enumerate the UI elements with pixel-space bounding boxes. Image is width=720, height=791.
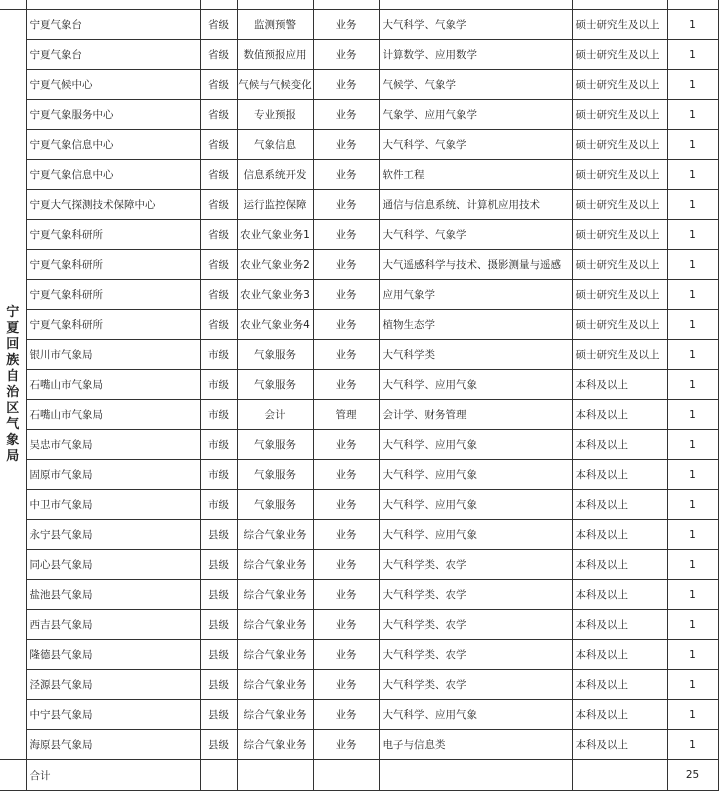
type-cell: 业务	[313, 100, 379, 130]
table-row	[0, 460, 718, 490]
major-cell: 大气科学、气象学	[379, 10, 572, 40]
unit-cell: 宁夏气象科研所	[26, 310, 200, 340]
table-row	[0, 430, 718, 460]
table-row	[0, 190, 718, 220]
education-cell: 本科及以上	[572, 520, 667, 550]
level-cell: 市级	[200, 400, 237, 430]
level-cell: 县级	[200, 580, 237, 610]
major-cell: 大气科学、气象学	[379, 220, 572, 250]
position-cell: 气象服务	[237, 430, 313, 460]
type-cell: 业务	[313, 220, 379, 250]
level-cell: 市级	[200, 370, 237, 400]
position-cell: 综合气象业务	[237, 580, 313, 610]
type-cell: 业务	[313, 640, 379, 670]
major-cell: 大气科学、应用气象	[379, 460, 572, 490]
cut-off-cell	[313, 0, 379, 10]
table-row	[0, 550, 718, 580]
type-cell: 业务	[313, 730, 379, 760]
level-cell: 省级	[200, 280, 237, 310]
count-cell: 1	[667, 730, 718, 760]
table-row	[0, 520, 718, 550]
type-cell: 业务	[313, 70, 379, 100]
position-cell: 综合气象业务	[237, 670, 313, 700]
level-cell: 省级	[200, 100, 237, 130]
major-cell: 大气科学、应用气象	[379, 700, 572, 730]
unit-cell: 宁夏气象台	[26, 10, 200, 40]
education-cell: 硕士研究生及以上	[572, 40, 667, 70]
total-row	[0, 760, 718, 791]
major-cell: 大气科学、应用气象	[379, 370, 572, 400]
total-empty-cell	[313, 760, 379, 791]
count-cell: 1	[667, 40, 718, 70]
table-row	[0, 130, 718, 160]
education-cell: 硕士研究生及以上	[572, 70, 667, 100]
level-cell: 县级	[200, 610, 237, 640]
count-cell: 1	[667, 700, 718, 730]
unit-cell: 西吉县气象局	[26, 610, 200, 640]
position-cell: 信息系统开发	[237, 160, 313, 190]
major-cell: 大气科学、应用气象	[379, 520, 572, 550]
position-cell: 综合气象业务	[237, 730, 313, 760]
count-cell: 1	[667, 430, 718, 460]
type-cell: 业务	[313, 460, 379, 490]
table-row	[0, 700, 718, 730]
table-row	[0, 70, 718, 100]
unit-cell: 宁夏气象科研所	[26, 250, 200, 280]
education-cell: 硕士研究生及以上	[572, 160, 667, 190]
type-cell: 业务	[313, 430, 379, 460]
position-cell: 数值预报应用	[237, 40, 313, 70]
type-cell: 业务	[313, 670, 379, 700]
type-cell: 业务	[313, 370, 379, 400]
count-cell: 1	[667, 490, 718, 520]
type-cell: 业务	[313, 550, 379, 580]
position-cell: 气象信息	[237, 130, 313, 160]
position-cell: 综合气象业务	[237, 640, 313, 670]
education-cell: 硕士研究生及以上	[572, 310, 667, 340]
unit-cell: 石嘴山市气象局	[26, 370, 200, 400]
major-cell: 大气科学类、农学	[379, 550, 572, 580]
position-cell: 综合气象业务	[237, 700, 313, 730]
count-cell: 1	[667, 580, 718, 610]
education-cell: 本科及以上	[572, 670, 667, 700]
count-cell: 1	[667, 670, 718, 700]
table-row	[0, 100, 718, 130]
count-cell: 1	[667, 640, 718, 670]
type-cell: 业务	[313, 520, 379, 550]
type-cell: 业务	[313, 160, 379, 190]
type-cell: 业务	[313, 580, 379, 610]
position-cell: 会计	[237, 400, 313, 430]
level-cell: 省级	[200, 70, 237, 100]
education-cell: 本科及以上	[572, 640, 667, 670]
education-cell: 本科及以上	[572, 430, 667, 460]
cut-off-cell	[200, 0, 237, 10]
table-row	[0, 400, 718, 430]
major-cell: 大气科学类、农学	[379, 580, 572, 610]
level-cell: 市级	[200, 490, 237, 520]
type-cell: 业务	[313, 190, 379, 220]
total-count-cell: 25	[667, 760, 718, 791]
type-cell: 业务	[313, 340, 379, 370]
count-cell: 1	[667, 250, 718, 280]
level-cell: 县级	[200, 670, 237, 700]
unit-cell: 中宁县气象局	[26, 700, 200, 730]
major-cell: 大气科学类、农学	[379, 640, 572, 670]
unit-cell: 宁夏气象信息中心	[26, 130, 200, 160]
table-row	[0, 160, 718, 190]
count-cell: 1	[667, 10, 718, 40]
count-cell: 1	[667, 100, 718, 130]
table-row	[0, 490, 718, 520]
major-cell: 大气科学、气象学	[379, 130, 572, 160]
major-cell: 气候学、气象学	[379, 70, 572, 100]
table-row	[0, 340, 718, 370]
education-cell: 硕士研究生及以上	[572, 10, 667, 40]
level-cell: 市级	[200, 460, 237, 490]
total-empty-cell	[379, 760, 572, 791]
total-empty-cell	[237, 760, 313, 791]
type-cell: 业务	[313, 40, 379, 70]
education-cell: 本科及以上	[572, 700, 667, 730]
major-cell: 大气科学、应用气象	[379, 490, 572, 520]
org-name-cell: 宁夏回族自治区气象局	[0, 10, 26, 760]
position-cell: 农业气象业务2	[237, 250, 313, 280]
education-cell: 硕士研究生及以上	[572, 340, 667, 370]
education-cell: 本科及以上	[572, 580, 667, 610]
position-cell: 气象服务	[237, 340, 313, 370]
position-cell: 监测预警	[237, 10, 313, 40]
major-cell: 气象学、应用气象学	[379, 100, 572, 130]
table-row	[0, 250, 718, 280]
position-cell: 专业预报	[237, 100, 313, 130]
unit-cell: 宁夏气象台	[26, 40, 200, 70]
total-empty-cell	[200, 760, 237, 791]
count-cell: 1	[667, 370, 718, 400]
position-cell: 综合气象业务	[237, 550, 313, 580]
major-cell: 会计学、财务管理	[379, 400, 572, 430]
count-cell: 1	[667, 190, 718, 220]
major-cell: 软件工程	[379, 160, 572, 190]
position-cell: 气象服务	[237, 460, 313, 490]
count-cell: 1	[667, 130, 718, 160]
type-cell: 业务	[313, 250, 379, 280]
position-cell: 综合气象业务	[237, 610, 313, 640]
level-cell: 市级	[200, 430, 237, 460]
level-cell: 市级	[200, 340, 237, 370]
unit-cell: 宁夏气象科研所	[26, 220, 200, 250]
education-cell: 硕士研究生及以上	[572, 250, 667, 280]
major-cell: 大气科学类、农学	[379, 610, 572, 640]
level-cell: 省级	[200, 130, 237, 160]
major-cell: 植物生态学	[379, 310, 572, 340]
level-cell: 县级	[200, 700, 237, 730]
education-cell: 硕士研究生及以上	[572, 280, 667, 310]
education-cell: 本科及以上	[572, 490, 667, 520]
level-cell: 省级	[200, 310, 237, 340]
table-row	[0, 220, 718, 250]
position-cell: 运行监控保障	[237, 190, 313, 220]
education-cell: 本科及以上	[572, 460, 667, 490]
major-cell: 通信与信息系统、计算机应用技术	[379, 190, 572, 220]
major-cell: 电子与信息类	[379, 730, 572, 760]
education-cell: 本科及以上	[572, 550, 667, 580]
major-cell: 大气科学类、农学	[379, 670, 572, 700]
position-cell: 农业气象业务3	[237, 280, 313, 310]
major-cell: 大气科学类	[379, 340, 572, 370]
unit-cell: 固原市气象局	[26, 460, 200, 490]
major-cell: 应用气象学	[379, 280, 572, 310]
education-cell: 本科及以上	[572, 370, 667, 400]
count-cell: 1	[667, 550, 718, 580]
unit-cell: 海原县气象局	[26, 730, 200, 760]
type-cell: 业务	[313, 310, 379, 340]
type-cell: 业务	[313, 130, 379, 160]
count-cell: 1	[667, 610, 718, 640]
table-row	[0, 310, 718, 340]
cut-off-cell	[0, 0, 26, 10]
table-row	[0, 730, 718, 760]
level-cell: 省级	[200, 40, 237, 70]
unit-cell: 银川市气象局	[26, 340, 200, 370]
unit-cell: 石嘴山市气象局	[26, 400, 200, 430]
count-cell: 1	[667, 160, 718, 190]
unit-cell: 隆德县气象局	[26, 640, 200, 670]
type-cell: 业务	[313, 490, 379, 520]
type-cell: 业务	[313, 280, 379, 310]
type-cell: 业务	[313, 700, 379, 730]
table-row	[0, 10, 718, 40]
total-blank-cell	[0, 760, 26, 791]
cut-off-cell	[237, 0, 313, 10]
table-row	[0, 40, 718, 70]
unit-cell: 中卫市气象局	[26, 490, 200, 520]
cut-off-cell	[667, 0, 718, 10]
total-label-cell: 合计	[26, 760, 200, 791]
position-cell: 气象服务	[237, 490, 313, 520]
table-row	[0, 670, 718, 700]
unit-cell: 宁夏大气探测技术保障中心	[26, 190, 200, 220]
position-cell: 综合气象业务	[237, 520, 313, 550]
level-cell: 县级	[200, 640, 237, 670]
major-cell: 大气科学、应用气象	[379, 430, 572, 460]
table-row	[0, 370, 718, 400]
education-cell: 硕士研究生及以上	[572, 190, 667, 220]
type-cell: 业务	[313, 10, 379, 40]
count-cell: 1	[667, 460, 718, 490]
table-row	[0, 640, 718, 670]
unit-cell: 宁夏气象信息中心	[26, 160, 200, 190]
major-cell: 大气遥感科学与技术、摄影测量与遥感	[379, 250, 572, 280]
count-cell: 1	[667, 310, 718, 340]
position-cell: 气象服务	[237, 370, 313, 400]
position-cell: 气候与气候变化	[237, 70, 313, 100]
education-cell: 本科及以上	[572, 610, 667, 640]
unit-cell: 宁夏气象服务中心	[26, 100, 200, 130]
education-cell: 硕士研究生及以上	[572, 220, 667, 250]
major-cell: 计算数学、应用数学	[379, 40, 572, 70]
unit-cell: 宁夏气象科研所	[26, 280, 200, 310]
table-row	[0, 580, 718, 610]
table-row	[0, 280, 718, 310]
level-cell: 县级	[200, 520, 237, 550]
count-cell: 1	[667, 280, 718, 310]
level-cell: 县级	[200, 730, 237, 760]
count-cell: 1	[667, 70, 718, 100]
total-empty-cell	[572, 760, 667, 791]
cut-off-header-row	[0, 0, 718, 10]
position-cell: 农业气象业务1	[237, 220, 313, 250]
type-cell: 管理	[313, 400, 379, 430]
unit-cell: 永宁县气象局	[26, 520, 200, 550]
level-cell: 县级	[200, 550, 237, 580]
count-cell: 1	[667, 340, 718, 370]
position-cell: 农业气象业务4	[237, 310, 313, 340]
level-cell: 省级	[200, 10, 237, 40]
cut-off-cell	[379, 0, 572, 10]
level-cell: 省级	[200, 220, 237, 250]
unit-cell: 同心县气象局	[26, 550, 200, 580]
count-cell: 1	[667, 400, 718, 430]
table-row	[0, 610, 718, 640]
education-cell: 硕士研究生及以上	[572, 100, 667, 130]
unit-cell: 泾源县气象局	[26, 670, 200, 700]
type-cell: 业务	[313, 610, 379, 640]
cut-off-cell	[572, 0, 667, 10]
level-cell: 省级	[200, 250, 237, 280]
level-cell: 省级	[200, 160, 237, 190]
count-cell: 1	[667, 220, 718, 250]
cut-off-cell	[26, 0, 200, 10]
unit-cell: 盐池县气象局	[26, 580, 200, 610]
unit-cell: 宁夏气候中心	[26, 70, 200, 100]
education-cell: 本科及以上	[572, 400, 667, 430]
education-cell: 硕士研究生及以上	[572, 130, 667, 160]
count-cell: 1	[667, 520, 718, 550]
education-cell: 本科及以上	[572, 730, 667, 760]
unit-cell: 吴忠市气象局	[26, 430, 200, 460]
level-cell: 省级	[200, 190, 237, 220]
